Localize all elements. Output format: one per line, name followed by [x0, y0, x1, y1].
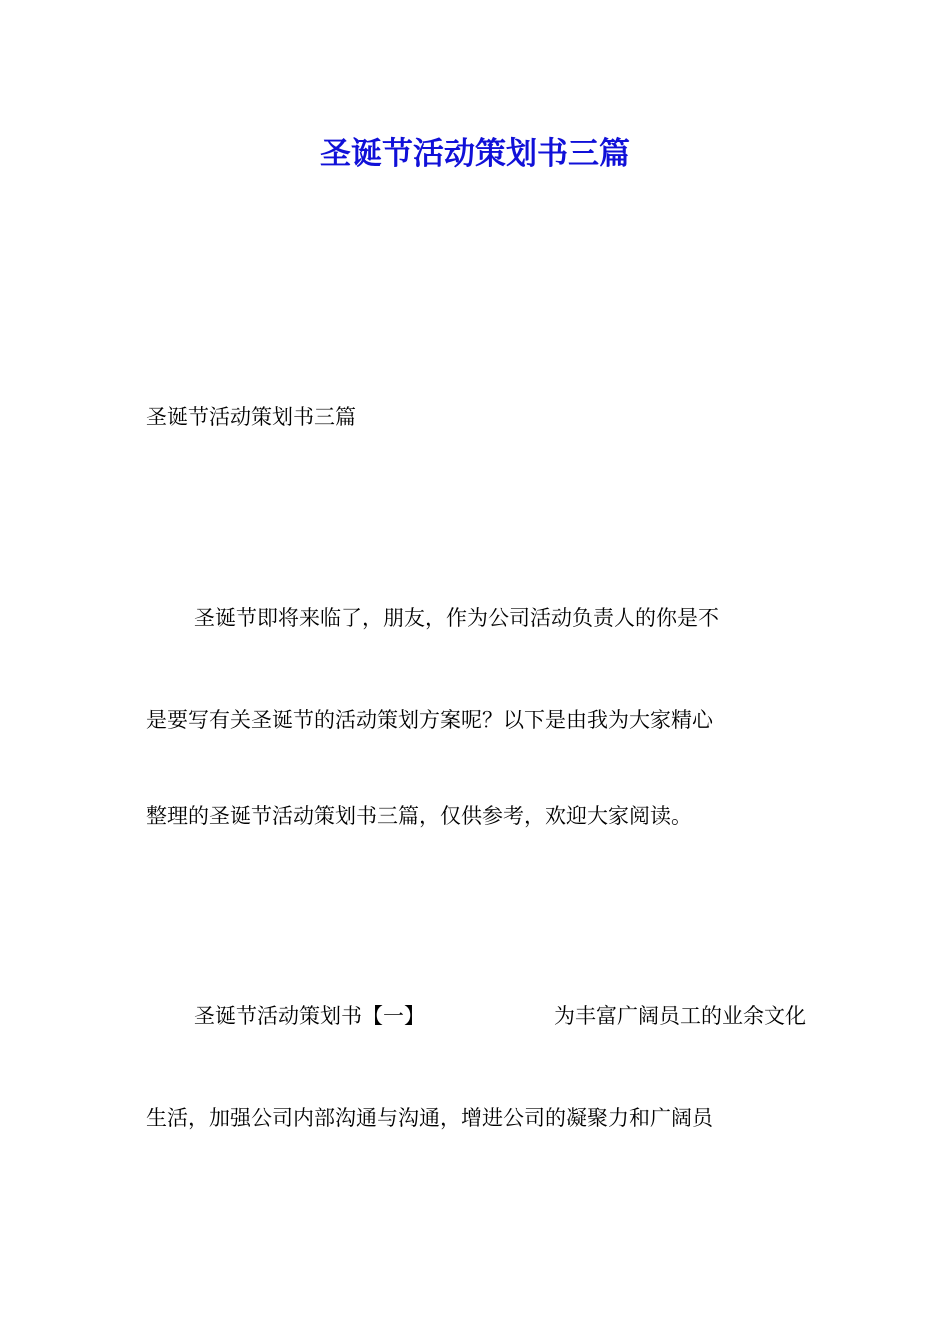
document-title: 圣诞节活动策划书三篇: [320, 136, 630, 172]
paragraph-2-line-2: 生活，加强公司内部沟通与沟通，增进公司的凝聚力和广阔员: [146, 1106, 713, 1130]
section-heading-one: 圣诞节活动策划书【一】: [194, 1004, 425, 1028]
paragraph-1-line-1: 圣诞节即将来临了，朋友，作为公司活动负责人的你是不: [194, 606, 719, 630]
paragraph-1-line-3: 整理的圣诞节活动策划书三篇，仅供参考，欢迎大家阅读。: [146, 804, 692, 828]
paragraph-2-line-1: [146, 1001, 806, 1031]
document-subtitle: 圣诞节活动策划书三篇: [146, 405, 356, 429]
paragraph-1-line-2: 是要写有关圣诞节的活动策划方案呢？以下是由我为大家精心: [146, 708, 713, 732]
paragraph-2-line-1-text: 为丰富广阔员工的业余文化: [554, 1004, 806, 1028]
